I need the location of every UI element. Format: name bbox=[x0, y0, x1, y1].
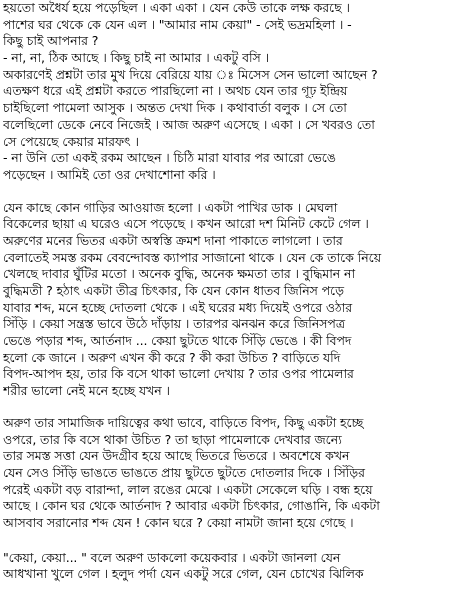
paragraph-2 bbox=[3, 200, 452, 400]
text-line: তার সমস্ত সত্তা যেন উদগ্রীব হয়ে আছে ভিতরে ভিতরে । অবশেষে কখন bbox=[3, 448, 350, 464]
text-line: আসবাব সরানোর শব্দ যেন ! কোন ঘরে ? কেয়া নামটা জানা হয়ে গেছে । bbox=[3, 514, 354, 530]
text-line: খেলছে দাবার ঘুঁটির মতো । অনেক বুদ্ধি, অনেক ক্ষমতা তার । বুদ্ধিমান না bbox=[3, 266, 356, 282]
text-line: বেলাতেই সমস্ত রকম বেবন্দোবস্ত ক্যাপার সাজানো থাকে । যেন কে তাকে নিয়ে bbox=[3, 249, 381, 265]
text-line: যাবার শব্দ, মনে হচ্ছে দোতলা থেকে । এই ঘরের মধ্য দিয়েই ওপরে ওঠার bbox=[3, 299, 353, 315]
text-line: আধখানা খুলে গেল । হলুদ পর্দা যেন একটু সরে গেল, যেন চোখের ঝিলিক bbox=[3, 566, 364, 582]
text-line: অরুণ তার সামাজিক দায়িত্বের কথা ভাবে, বাড়িতে বিপদ, কিছু একটা হচ্ছে bbox=[3, 414, 364, 430]
paragraph-gap bbox=[3, 532, 452, 550]
text-line: হলো কে জানে । অরুণ এখন কী করে ? কী করা উচিত ? বাড়িতে যদি bbox=[3, 349, 341, 365]
text-line: অরুণের মনের ভিতর একটা অস্বস্তি ক্রমশ দানা পাকাতে লাগলো । তার bbox=[3, 232, 343, 248]
text-line: কিছু চাই আপনার ? bbox=[3, 33, 99, 49]
text-line: বলেছিলো ডেকে নেবে নিজেই । আজ অরুণ এসেছে । একা । সে খবরও তো bbox=[3, 116, 375, 132]
text-line: - না, না, ঠিক আছে । কিছু চাই না আমার । একটু বসি । bbox=[3, 50, 269, 66]
text-line: ওপরে, তার কি বসে থাকা উচিত ? তা ছাড়া পামেলাকে দেখবার জন্যে bbox=[3, 431, 342, 447]
text-line: পাশের ঘর থেকে কে যেন এল । "আমার নাম কেয়া" - সেই ভদ্রমহিলা । - bbox=[3, 16, 352, 32]
paragraph-4 bbox=[3, 550, 452, 583]
text-line: পড়েছেন । আমিই তো ওর দেখাশোনা করি । bbox=[3, 166, 216, 182]
text-line: হয়তো অধৈর্য হয়ে পড়েছিল । একা একা । যেন কেউ তাকে লক্ষ করছে । bbox=[3, 0, 350, 15]
text-line: পরেই একটা বড় বারান্দা, লাল রঙের মেঝে । একটা সেকেলে ঘড়ি । বন্ধ হয়ে bbox=[3, 481, 373, 497]
text-line: যেন কাছে কোন গাড়ির আওয়াজ হলো । একটা পাখির ডাক । মেঘলা bbox=[3, 199, 338, 215]
text-line: আছে । কোন ঘর থেকে আর্তনাদ ? আবার একটা চিৎকার, গোঙানি, কি একটা bbox=[3, 498, 380, 514]
paragraph-gap bbox=[3, 400, 452, 415]
text-line: বিপদ-আপদ হয়, তার কি বসে থাকা ভালো দেখায় ? তার ওপর পামেলার bbox=[3, 366, 354, 382]
text-line: চাইছিলো পামেলা আসুক । অন্তত দেখা দিক । কথাবার্তা বলুক । সে তো bbox=[3, 100, 347, 116]
text-line: বুদ্ধিমতী ? হঠাৎ একটা তীব্র চিৎকার, কি যেন কোন ধাতব জিনিস পড়ে bbox=[3, 283, 344, 298]
text-line: বিকেলের ছায়া এ ঘরেও এসে পড়েছে । কখন আরো দশ মিনিট কেটে গেল । bbox=[3, 216, 369, 232]
text-line: - না উনি তো একই রকম আছেন । চিঠি মারা যাবার পর আরো ভেঙে bbox=[3, 150, 336, 166]
text-line: সে পেয়েছে কেয়ার মারফৎ । bbox=[3, 133, 139, 149]
paragraph-gap bbox=[3, 184, 452, 200]
text-line: এতক্ষণ ধরে এই প্রশ্নটা করতে পারছিলো না । অথচ যেন তার গূঢ় ইন্দ্রিয় bbox=[3, 83, 348, 99]
text-line: ভেঙে পড়ার শব্দ, আর্তনাদ ... কেয়া ছুটতে থাকে সিঁড়ি ভেঙে । কী বিপদ bbox=[3, 333, 352, 349]
text-line: "কেয়া, কেয়া... " বলে অরুণ ডাকলো কয়েকবার । একটা জানলা যেন bbox=[3, 549, 341, 565]
text-line: অকারণেই প্রশ্নটা তার মুখ দিয়ে বেরিয়ে যায় ঃ মিসেস সেন ভালো আছেন ? bbox=[3, 66, 378, 82]
text-line: যেন সেও সিঁড়ি ভাঙতে ভাঙতে প্রায় ছুটতে ছুটতে দোতলার দিকে । সিঁড়ির bbox=[3, 464, 365, 480]
text-line: সিঁড়ি । কেয়া সন্ত্রস্ত ভাবে উঠে দাঁড়ায় । তারপর ঝনঝন করে জিনিসপত্র bbox=[3, 316, 345, 332]
paragraph-3 bbox=[3, 415, 452, 532]
text-line: শরীর ভালো নেই মনে হচ্ছে যখন । bbox=[3, 383, 170, 399]
paragraph-1 bbox=[3, 0, 452, 184]
